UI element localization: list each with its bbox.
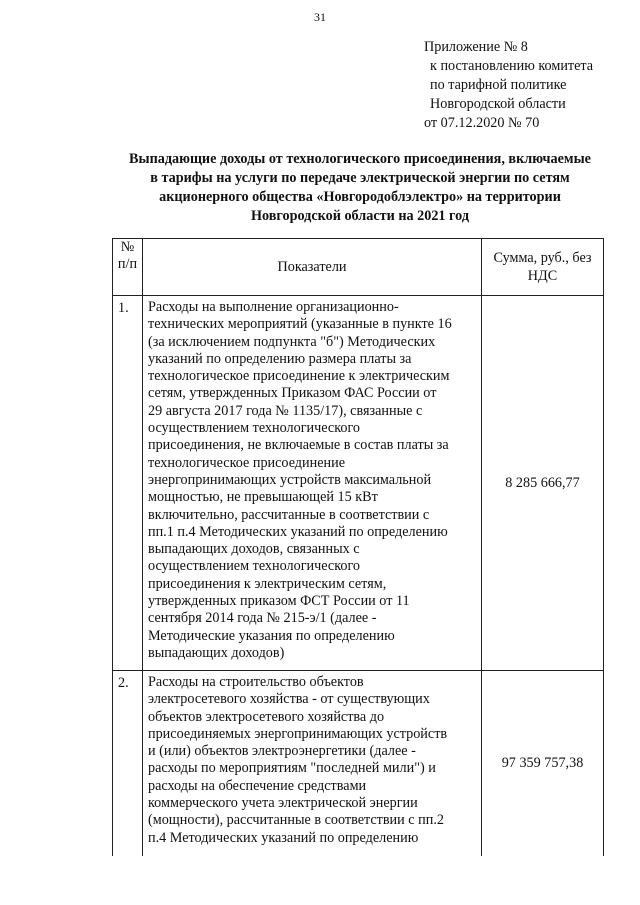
header-number-line2: п/п (117, 256, 138, 272)
description-line: выпадающих доходов, связанных с (148, 541, 360, 558)
header-description: Показатели (143, 239, 482, 296)
title-line: в тарифы на услуги по передаче электрической энергии по сетям (150, 170, 570, 186)
description-line: технических мероприятий (указанные в пункте 16 (148, 316, 452, 333)
row-number: 1. (113, 296, 143, 671)
header-number (113, 239, 143, 296)
revenue-table (112, 238, 604, 856)
appendix-line: Приложение № 8 (424, 39, 528, 55)
description-line: мощностью, не превышающей 15 кВт (148, 489, 378, 506)
description-line: (мощности), рассчитанные в соответствии с пп.2 (148, 812, 444, 829)
page-number: 31 (314, 10, 326, 24)
description-line: энергопринимающих устройств максимальной (148, 471, 432, 488)
header-sum-line2: НДС (527, 268, 558, 284)
description-line: технологическое присоединение к электрическим (148, 368, 450, 385)
description-line: (за исключением подпункта "б") Методических (148, 333, 436, 350)
appendix-line: Новгородской области (430, 96, 566, 112)
row-description (143, 296, 482, 671)
description-line: осуществлением технологического (148, 558, 361, 575)
description-line: сентября 2014 года № 215-э/1 (далее - (148, 610, 377, 627)
table-header-row (113, 239, 604, 296)
row-number: 2. (113, 671, 143, 857)
description-line: присоединения к электрическим сетям, (148, 575, 387, 592)
appendix-line: по тарифной политике (430, 77, 567, 93)
table-row (113, 296, 604, 671)
description-line: присоединяемых энергопринимающих устройств (148, 725, 448, 742)
description-line: Расходы на выполнение организационно- (148, 299, 399, 315)
description-line: пп.1 п.4 Методических указаний по определению (148, 523, 448, 540)
title-line: акционерного общества «Новгородоблэлектро» на территории (159, 189, 561, 205)
description-line: сетям, утвержденных Приказом ФАС России от (148, 385, 437, 402)
description-line: Расходы на строительство объектов (148, 674, 364, 690)
title-line: Выпадающие доходы от технологического присоединения, включаемые (129, 151, 591, 167)
table-row (113, 671, 604, 857)
description-line: электросетевого хозяйства - от существующих (148, 691, 430, 708)
description-line: п.4 Методических указаний по определению (148, 829, 419, 846)
document-title (100, 150, 620, 226)
row-description (143, 671, 482, 857)
description-line: Методические указания по определению (148, 627, 395, 644)
description-line: расходы на обеспечение средствами (148, 777, 367, 794)
description-line: осуществлением технологического (148, 420, 361, 437)
description-line: расходы по мероприятиям "последней мили") и (148, 760, 436, 777)
description-line: выпадающих доходов) (148, 644, 285, 661)
header-sum (482, 239, 604, 296)
description-line: коммерческого учета электрической энергии (148, 795, 418, 812)
row-sum: 8 285 666,77 (482, 296, 604, 671)
description-line: технологическое присоединение (148, 454, 345, 471)
header-sum-line1: Сумма, руб., без (493, 250, 592, 266)
description-line: присоединения, не включаемые в состав платы за (148, 437, 449, 454)
appendix-line: от 07.12.2020 № 70 (424, 115, 540, 131)
header-number-line1: № (120, 239, 135, 255)
description-line: и (или) объектов электроэнергетики (далее - (148, 743, 416, 760)
description-line: 29 августа 2017 года № 1135/17), связанные с (148, 402, 423, 419)
row-sum: 97 359 757,38 (482, 671, 604, 857)
description-line: объектов электросетевого хозяйства до (148, 708, 385, 725)
description-line: утвержденных приказом ФСТ России от 11 (148, 593, 410, 610)
description-line: указаний по определению размера платы за (148, 350, 412, 367)
appendix-block (424, 38, 624, 133)
title-line: Новгородской области на 2021 год (250, 208, 470, 224)
description-line: включительно, рассчитанные в соответствии с (148, 506, 430, 523)
appendix-line: к постановлению комитета (430, 58, 594, 74)
